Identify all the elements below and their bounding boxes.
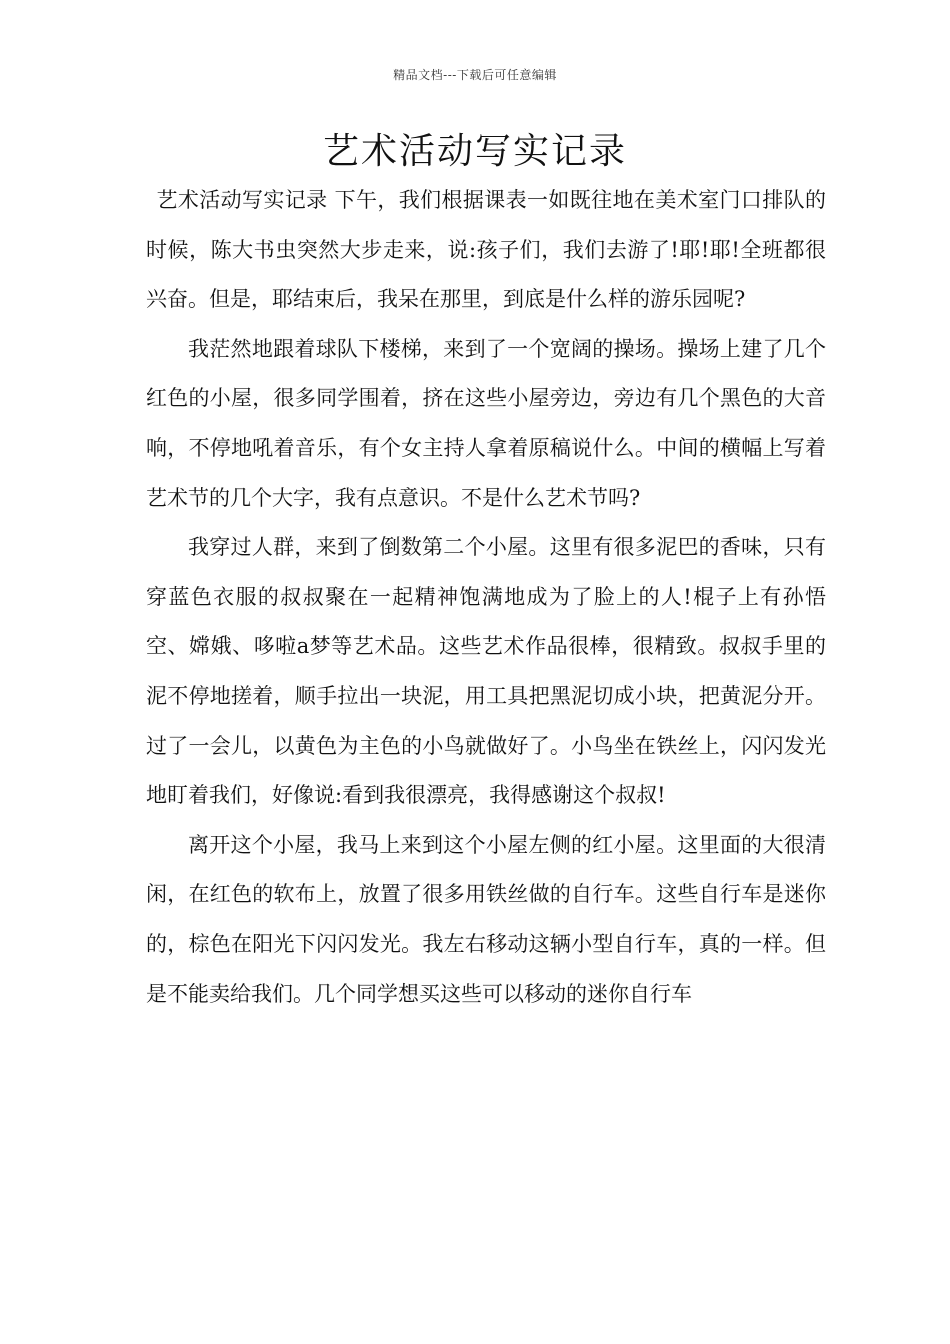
document-title: 艺术活动写实记录 <box>322 131 627 172</box>
document-body <box>146 176 826 1019</box>
paragraph-2: 我茫然地跟着球队下楼梯，来到了一个宽阔的操场。操场上建了几个红色的小屋，很多同学围着，挤在这些小屋旁边，旁边有几个黑色的大音响，不停地吼着音乐，有个女主持人拿着原稿说什么。中间的横幅上写着艺术节的几个大字，我有点意识。不是什么艺术节吗? <box>146 336 826 510</box>
paragraph-1: 艺术活动写实记录 下午，我们根据课表一如既往地在美术室门口排队的时候，陈大书虫突然大步走来，说:孩子们，我们去游了!耶!耶!全班都很兴奋。但是，耶结束后，我呆在那里，到底是什么样的游乐园呢? <box>146 188 826 312</box>
header-note: 精品文档---下载后可任意编辑 <box>393 68 557 82</box>
paragraph-3: 我穿过人群，来到了倒数第二个小屋。这里有很多泥巴的香味，只有穿蓝色衣服的叔叔聚在一起精神饱满地成为了脸上的人!棍子上有孙悟空、嫦娥、哆啦a梦等艺术品。这些艺术作品很棒，很精致。叔叔手里的泥不停地搓着，顺手拉出一块泥，用工具把黑泥切成小块，把黄泥分开。过了一会儿，以黄色为主色的小鸟就做好了。小鸟坐在铁丝上，闪闪发光地盯着我们，好像说:看到我很漂亮，我得感谢这个叔叔! <box>146 535 826 808</box>
paragraph-4: 离开这个小屋，我马上来到这个小屋左侧的红小屋。这里面的大很清闲，在红色的软布上，放置了很多用铁丝做的自行车。这些自行车是迷你的，棕色在阳光下闪闪发光。我左右移动这辆小型自行车，真的一样。但是不能卖给我们。几个同学想买这些可以移动的迷你自行车 <box>146 832 826 1006</box>
